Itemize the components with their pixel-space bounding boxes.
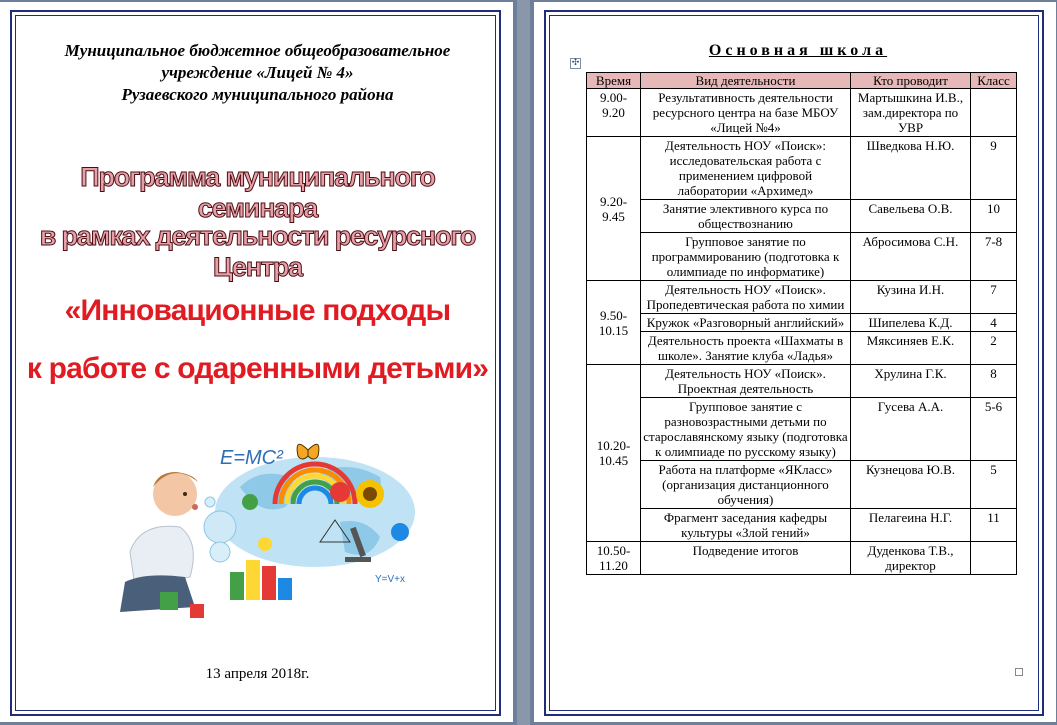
cover-page bbox=[0, 2, 513, 722]
table-move-handle-icon[interactable]: ✣ bbox=[571, 58, 580, 68]
grade-cell: 5 bbox=[971, 461, 1017, 509]
activity-cell: Работа на платформе «ЯКласс» (организация дистанционного обучения) bbox=[641, 461, 851, 509]
activity-cell: Групповое занятие по программированию (подготовка к олимпиаде по информатике) bbox=[641, 233, 851, 281]
presenter-cell: Савельева О.В. bbox=[851, 200, 971, 233]
time-cell: 9.20- 9.45 bbox=[587, 137, 641, 281]
table-row bbox=[587, 137, 1017, 200]
time-cell: 9.50- 10.15 bbox=[587, 281, 641, 365]
header-cell-grade: Класс bbox=[971, 73, 1017, 89]
seminar-theme-line: к работе с одаренными детьми» bbox=[26, 352, 489, 385]
schedule-title bbox=[554, 42, 1042, 60]
presenter-cell: Мяксиняев Е.К. bbox=[851, 332, 971, 365]
grade-cell: 7 bbox=[971, 281, 1017, 314]
table-row bbox=[587, 461, 1017, 509]
page-gap bbox=[517, 0, 530, 725]
table-header-row bbox=[587, 73, 1017, 89]
table-row bbox=[587, 509, 1017, 542]
table-row bbox=[587, 233, 1017, 281]
activity-cell: Деятельность проекта «Шахматы в школе». Занятие клуба «Ладья» bbox=[641, 332, 851, 365]
grade-cell: 9 bbox=[971, 137, 1017, 200]
presenter-cell: Мартышкина И.В., зам.директора по УВР bbox=[851, 89, 971, 137]
table-resize-handle[interactable] bbox=[1015, 668, 1023, 676]
date-text: 13 апреля 2018г. bbox=[205, 666, 310, 682]
header-cell-presenter: Кто проводит bbox=[851, 73, 971, 89]
table-row bbox=[587, 89, 1017, 137]
presenter-cell: Пелагеина Н.Г. bbox=[851, 509, 971, 542]
activity-cell: Деятельность НОУ «Поиск»: исследовательская работа с применением цифровой лаборатории «Архимед» bbox=[641, 137, 851, 200]
table-row bbox=[587, 332, 1017, 365]
activity-cell: Фрагмент заседания кафедры культуры «Злой гений» bbox=[641, 509, 851, 542]
grade-cell: 5-6 bbox=[971, 398, 1017, 461]
schedule-title-text: Основная школа bbox=[708, 42, 888, 59]
seminar-theme-line: «Инновационные подходы bbox=[64, 294, 451, 327]
grade-cell: 4 bbox=[971, 314, 1017, 332]
activity-cell: Подведение итогов bbox=[641, 542, 851, 575]
presenter-cell: Гусева А.А. bbox=[851, 398, 971, 461]
table-row bbox=[587, 314, 1017, 332]
schedule-table bbox=[586, 72, 1017, 575]
time-cell: 10.50- 11.20 bbox=[587, 542, 641, 575]
activity-cell: Деятельность НОУ «Поиск». Пропедевтическая работа по химии bbox=[641, 281, 851, 314]
child-science-illustration bbox=[100, 432, 420, 622]
activity-cell: Занятие элективного курса по обществознанию bbox=[641, 200, 851, 233]
presenter-cell: Кузина И.Н. bbox=[851, 281, 971, 314]
table-row bbox=[587, 200, 1017, 233]
program-title-line: в рамках деятельности ресурсного Центра bbox=[39, 221, 476, 282]
time-cell: 10.20- 10.45 bbox=[587, 365, 641, 542]
grade-cell: 8 bbox=[971, 365, 1017, 398]
time-cell: 9.00- 9.20 bbox=[587, 89, 641, 137]
table-row bbox=[587, 365, 1017, 398]
institution-line: Муниципальное бюджетное общеобразовательное bbox=[64, 41, 451, 60]
grade-cell bbox=[971, 89, 1017, 137]
small-formula-text: Y=V+x bbox=[375, 574, 406, 585]
presenter-cell: Абросимова С.Н. bbox=[851, 233, 971, 281]
activity-cell: Результативность деятельности ресурсного центра на базе МБОУ «Лицей №4» bbox=[641, 89, 851, 137]
institution-name bbox=[30, 40, 485, 106]
header-cell-time: Время bbox=[587, 73, 641, 89]
activity-cell: Кружок «Разговорный английский» bbox=[641, 314, 851, 332]
grade-cell bbox=[971, 542, 1017, 575]
schedule-page bbox=[534, 2, 1056, 722]
header-cell-activity: Вид деятельности bbox=[641, 73, 851, 89]
presenter-cell: Шипелева К.Д. bbox=[851, 314, 971, 332]
institution-line: учреждение «Лицей № 4» bbox=[161, 63, 354, 82]
grade-cell: 2 bbox=[971, 332, 1017, 365]
activity-cell: Деятельность НОУ «Поиск». Проектная деятельность bbox=[641, 365, 851, 398]
presenter-cell: Хрулина Г.К. bbox=[851, 365, 971, 398]
presenter-cell: Шведкова Н.Ю. bbox=[851, 137, 971, 200]
institution-line: Рузаевского муниципального района bbox=[121, 85, 394, 104]
presenter-cell: Дуденкова Т.В., директор bbox=[851, 542, 971, 575]
table-row bbox=[587, 542, 1017, 575]
table-row bbox=[587, 398, 1017, 461]
formula-text: E=MC² bbox=[220, 447, 283, 469]
grade-cell: 10 bbox=[971, 200, 1017, 233]
table-row bbox=[587, 281, 1017, 314]
grade-cell: 11 bbox=[971, 509, 1017, 542]
presenter-cell: Кузнецова Ю.В. bbox=[851, 461, 971, 509]
grade-cell: 7-8 bbox=[971, 233, 1017, 281]
program-title-line: Программа муниципального семинара bbox=[80, 162, 435, 223]
activity-cell: Групповое занятие с разновозрастными детьми по старославянскому языку (подготовка к олимпиаде по русскому языку) bbox=[641, 398, 851, 461]
